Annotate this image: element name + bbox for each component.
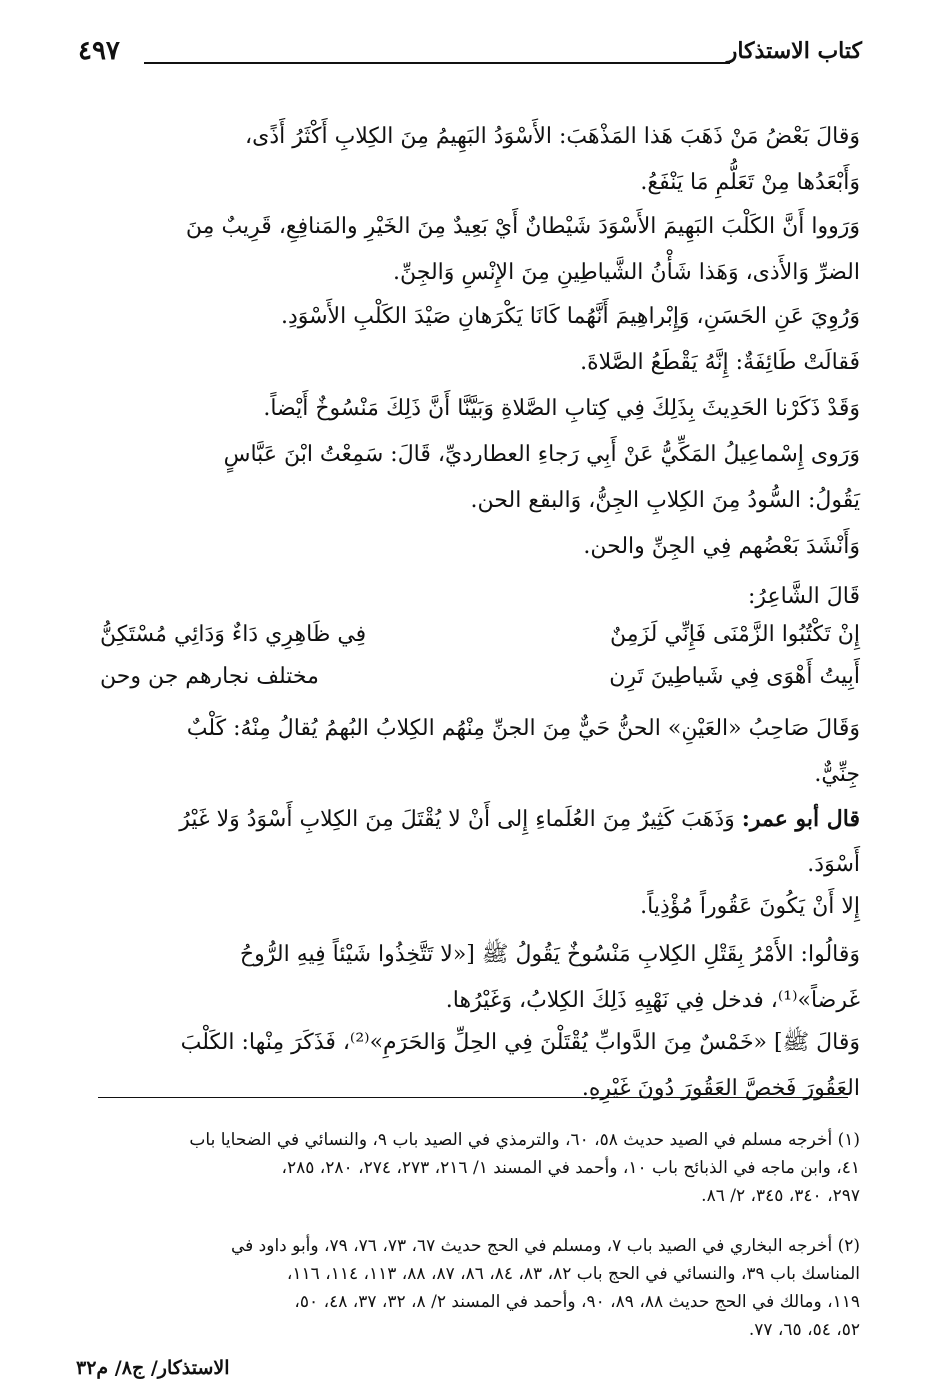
paragraph-5 <box>80 386 860 432</box>
paragraph-10 <box>80 796 860 888</box>
footnote-1 <box>80 1126 860 1210</box>
paragraph-8 <box>80 574 860 620</box>
text-line: (٢) أخرجه البخاري في الصيد باب ٧، ومسلم في الحج حديث ٦٧، ٧٣، ٧٦، ٧٩، وأبو داود في <box>230 1236 860 1256</box>
paragraph-1 <box>80 114 860 206</box>
text-line: وَرَووا أَنَّ الكَلْبَ البَهِيمَ الأَسْوَدَ شَيْطانٌ أَيْ بَعِيدٌ مِنَ الخَيْرِ والمَنافِعِ، قَرِيبٌ مِنَ <box>185 214 860 239</box>
text-line: الضرِّ وَالأَذى، وَهَذا شَأْنُ الشَّياطِينِ مِنَ الإِنْسِ وَالجِنِّ. <box>393 260 860 285</box>
paragraph-3 <box>80 294 860 340</box>
paragraph-11 <box>80 884 860 930</box>
verse-line-2 <box>100 664 860 708</box>
text-line: غَرضاً»⁽¹⁾، فدخل فِي نَهْيِهِ ذَلِكَ الكِلابُ، وَغَيْرُها. <box>445 988 860 1013</box>
text-line: أَسْوَدَ. <box>807 852 860 877</box>
text-line: إِلا أَنْ يَكُونَ عَقُوراً مُؤْذِياً. <box>640 894 860 919</box>
signature-mark: الاستذكار/ ج٨/ م٣٢ <box>76 1357 230 1379</box>
text-line: فَقالَتْ طَائِفَةٌ: إِنَّهُ يَقْطَعُ الصَّلاةَ. <box>580 350 860 375</box>
text-line: وَقالُوا: الأَمْرُ بِقَتْلِ الكِلابِ مَنْسُوخٌ يَقُولُ ﷺ [«لا تَتَّخِذُوا شَيْئاً فِيهِ الرُّوحُ <box>239 942 860 967</box>
paragraph-2 <box>80 204 860 296</box>
text-line: وَقَدْ ذَكَرْنا الحَدِيثَ بِذَلِكَ فِي كِتابِ الصَّلاةِ وَبَيَّنَّا أَنَّ ذَلِكَ مَنْسُوخٌ أَيْضاً. <box>263 396 860 421</box>
book-title: كتاب الاستذكار <box>726 38 862 64</box>
footnote-separator <box>98 1097 848 1098</box>
paragraph-12 <box>80 932 860 1024</box>
text-line: وَرَوى إِسْماعِيلُ المَكِّيُّ عَنْ أَبِي رَجاءِ العطارديِّ، قَالَ: سَمِعْتُ ابْنَ عَبَّاسٍ <box>223 442 860 467</box>
text-line: ٤١، وابن ماجه في الذبائح باب ١٠، وأحمد في المسند ١/ ٢١٦، ٢٧٣، ٢٧٤، ٢٨٠، ٢٨٥، <box>281 1158 860 1178</box>
text-line: قَالَ الشَّاعِرُ: <box>747 584 860 609</box>
verse-line-1 <box>100 622 860 666</box>
footnote-2 <box>80 1232 860 1344</box>
verse-second-hemistich: مختلف نجارهم جن وحن <box>100 664 319 689</box>
text-line: العَقُورَ فَخصَّ العَقُورَ دُونَ غَيْرِهِ. <box>581 1076 860 1101</box>
text-line: ٥٢، ٥٤، ٦٥، ٧٧. <box>748 1320 860 1340</box>
page-number: ٤٩٧ <box>78 36 120 66</box>
text-line: وَرُوِيَ عَنِ الحَسَنِ، وَإِبْراهِيمَ أَنَّهُما كَانَا يَكْرَهانِ صَيْدَ الكَلْبِ الأَسْوَدِ. <box>280 304 860 329</box>
paragraph-6 <box>80 432 860 524</box>
text-line: وَقَالَ صَاحِبُ «العَيْنِ» الحنُّ حَيٌّ مِنَ الجنِّ مِنْهُم الكِلابُ البُهمُ يُقالُ مِنْهُ: كَلْبٌ <box>186 716 860 741</box>
text-segment: وَذَهَبَ كَثِيرٌ مِنَ العُلَماءِ إِلى أَنْ لا يُقْتَلَ مِنَ الكِلابِ أَسْوَدُ وَلا غَيْرُ <box>179 807 735 832</box>
text-line: وَأَبْعَدُها مِنْ تَعَلُّمِ مَا يَنْفَعُ. <box>640 170 860 195</box>
text-line: جِنِّيٌّ. <box>814 762 860 787</box>
paragraph-9 <box>80 706 860 798</box>
speaker-label: قال أبو عمر: <box>741 806 860 832</box>
verse-first-hemistich: أَبِيتُ أَهْوَى فِي شَياطِينَ تَرِن <box>609 664 860 689</box>
text-line: ٢٩٧، ٣٤٠، ٣٤٥، ٢/ ٨٦. <box>701 1186 860 1206</box>
text-line: وَقالَ ﷺ] «خَمْسٌ مِنَ الدَّوابِّ يُقْتَلْنَ فِي الحِلِّ وَالحَرَمِ»⁽²⁾، فَذَكَرَ مِنْها: الكَلْبَ <box>180 1030 860 1055</box>
running-header <box>78 36 862 76</box>
text-line: ١١٩، ومالك في الحج حديث ٨٨، ٨٩، ٩٠، وأحمد في المسند ٢/ ٨، ٣٢، ٣٧، ٤٨، ٥٠، <box>294 1292 860 1312</box>
paragraph-4 <box>80 340 860 386</box>
paragraph-13 <box>80 1020 860 1112</box>
verse-first-hemistich: إِنْ تَكْتُبُوا الزَّمْنَى فَإِنِّي لَزَمِنٌ <box>609 622 860 647</box>
text-line: المناسك باب ٣٩، والنسائي في الحج باب ٨٢، ٨٣، ٨٤، ٨٦، ٨٧، ٨٨، ١١٣، ١١٤، ١١٦، <box>286 1264 860 1284</box>
text-line: يَقُولُ: السُّودُ مِنَ الكِلابِ الجِنُّ، وَالبقع الحن. <box>470 488 860 513</box>
paragraph-7 <box>80 524 860 570</box>
header-rule <box>144 62 730 64</box>
verse-second-hemistich: فِي ظَاهِرِي دَاءٌ وَدَائِي مُسْتَكِنُّ <box>100 622 367 647</box>
text-line <box>80 796 860 842</box>
text-line: (١) أخرجه مسلم في الصيد حديث ٥٨، ٦٠، والترمذي في الصيد باب ٩، والنسائي في الضحايا باب <box>189 1130 860 1150</box>
text-line: وَقالَ بَعْضُ مَنْ ذَهَبَ هَذا المَذْهَبَ: الأَسْوَدُ البَهِيمُ مِنَ الكِلابِ أَكْثَرُ أَذًى، <box>245 124 860 149</box>
text-line: وَأَنْشَدَ بَعْضُهم فِي الجِنِّ والحن. <box>583 534 860 559</box>
